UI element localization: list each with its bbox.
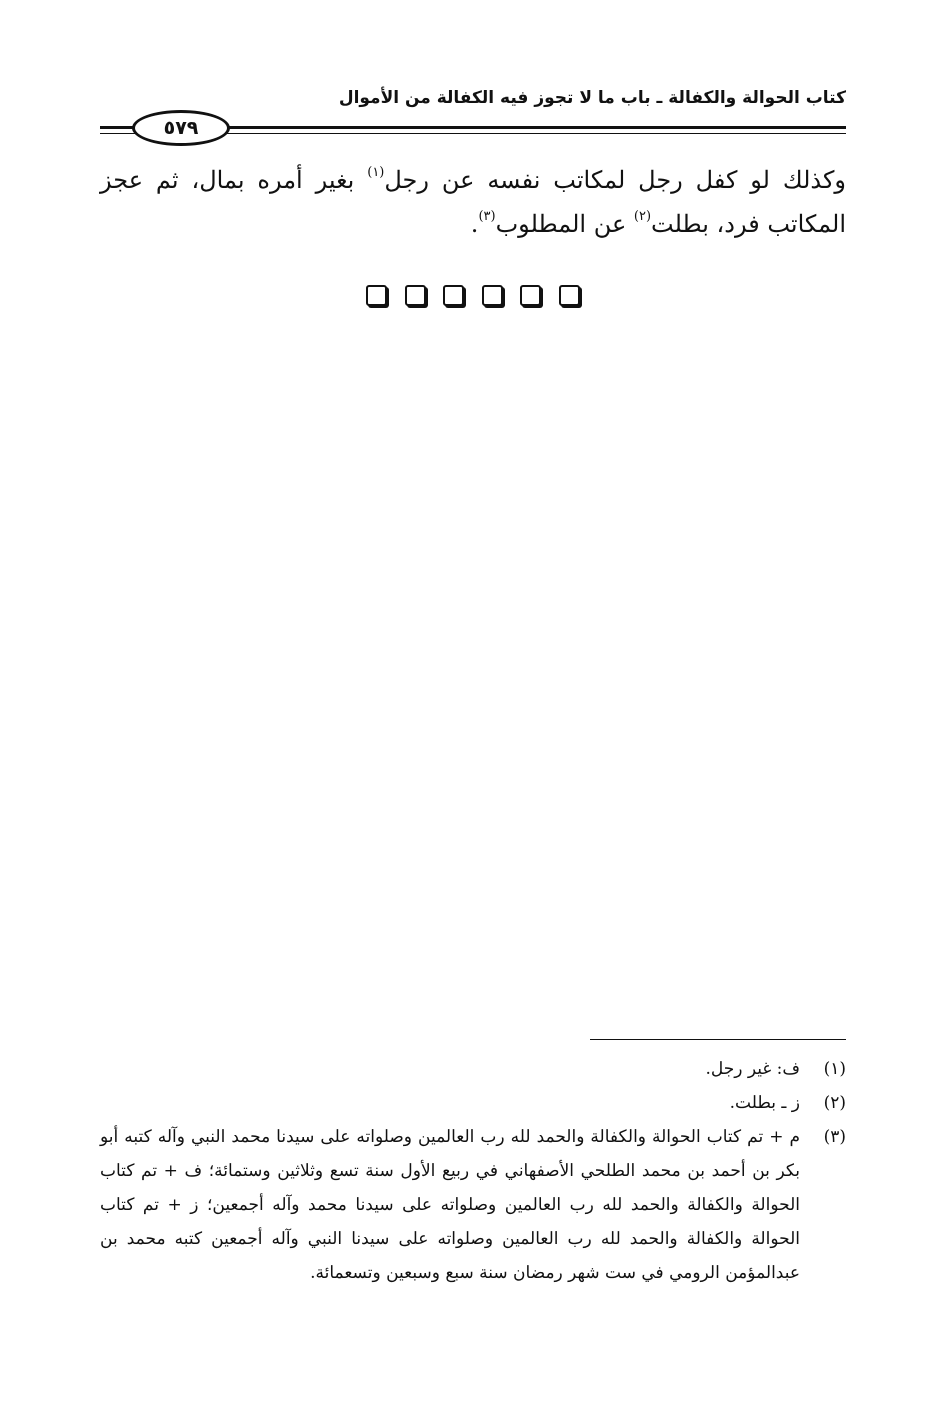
footnote-ref-2[interactable]: (٢) — [633, 209, 652, 224]
body-text-part-2: بغير أمره بمال، ثم عجز المكاتب فرد، بطلت — [100, 166, 846, 238]
body-text-part-1: وكذلك لو كفل رجل لمكاتب نفسه عن رجل — [384, 166, 847, 194]
section-end-ornaments — [366, 285, 580, 311]
square-ornament-icon — [559, 285, 580, 306]
square-ornament-icon — [366, 285, 387, 306]
square-ornament-icon — [482, 285, 503, 306]
footnote-number: (٣) — [823, 1127, 846, 1147]
footnote-text: م + تم كتاب الحوالة والكفالة والحمد لله رب العالمين وصلواته على سيدنا محمد النبي وآله كتبه أبو بكر بن أحمد بن محمد الطلحي الأصفهاني في ربيع الأول سنة تسع وثلاثين وستمائة؛ ف + تم كتاب الحوالة والكفالة والحمد لله رب العالمين وصلواته على سيدنا محمد وآله أجمعين؛ ز + تم كتاب الحوالة والكفالة والحمد لله رب العالمين وصلواته على سيدنا النبي وآله أجمعين كتبه محمد بن عبدالمؤمن الرومي في ست شهر رمضان سنة سبع وسبعين وتسعمائة. — [100, 1127, 800, 1283]
running-header-title: كتاب الحوالة والكفالة ـ باب ما لا تجوز فيه الكفالة من الأموال — [338, 88, 846, 108]
footnote-text: ف: غير رجل. — [705, 1059, 800, 1079]
square-ornament-icon — [520, 285, 541, 306]
square-ornament-icon — [405, 285, 426, 306]
footnote-item — [100, 1120, 846, 1290]
footnote-ref-3[interactable]: (٣) — [478, 209, 496, 224]
footnotes — [100, 1052, 846, 1290]
body-paragraph — [100, 158, 846, 246]
footnote-item — [100, 1052, 846, 1086]
footnote-number: (٢) — [823, 1093, 846, 1113]
footnote-separator — [590, 1039, 846, 1040]
footnote-text: ز ـ بطلت. — [729, 1093, 800, 1113]
footnote-number: (١) — [823, 1059, 846, 1079]
footnote-ref-1[interactable]: (١) — [367, 165, 385, 180]
body-text-part-3: عن المطلوب — [495, 210, 634, 238]
footnote-item — [100, 1086, 846, 1120]
square-ornament-icon — [443, 285, 464, 306]
body-text-part-4: . — [470, 210, 479, 238]
page-number: ٥٧٩ — [132, 110, 230, 146]
